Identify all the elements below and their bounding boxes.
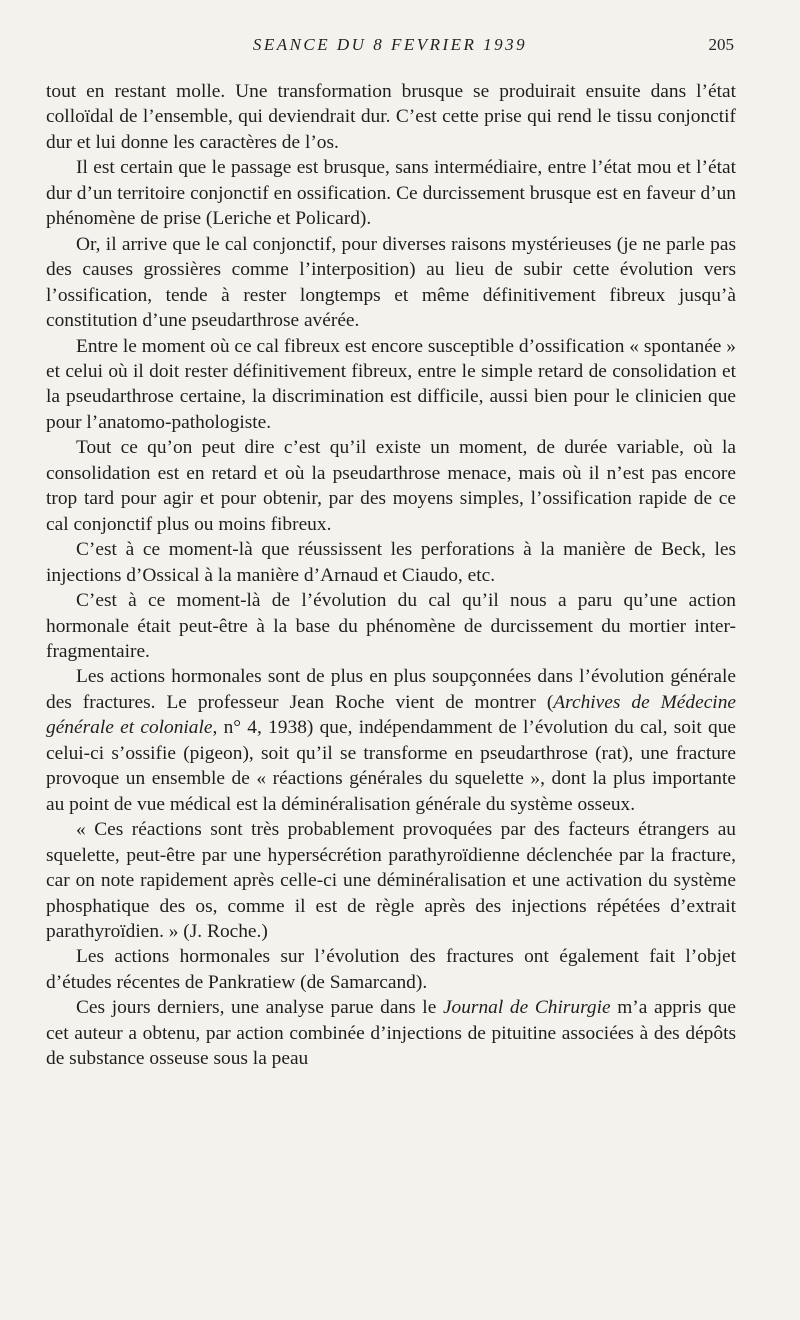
running-title: SEANCE DU 8 FEVRIER 1939: [252, 35, 528, 54]
paragraph-1: tout en restant molle. Une transformation brusque se produirait ensuite dans l’état colloïdal de l’ensemble, qui deviendrait dur. C’est cette prise qui rend le tissu conjonctif dur et lui donne les caractères de l’os.: [46, 81, 736, 153]
paragraph-8: [46, 664, 736, 817]
paragraph-8-text-after: , n° 4, 1938) que, indépendamment de l’évolution du cal, soit que celui-ci s’ossifie (pigeon), soit qu’il se transforme en pseudarthrose (rat), une fracture provoque un ensemble de « réactions générales du squelette », dont la plus importante au point de vue médical est la déminéralisation générale du système osseux.: [46, 717, 736, 815]
paragraph-10: Les actions hormonales sur l’évolution des fractures ont également fait l’objet d’études récentes de Pankratiew (de Samarcand).: [46, 946, 736, 993]
paragraph-11: [46, 995, 736, 1071]
paragraph-7: C’est à ce moment-là de l’évolution du cal qu’il nous a paru qu’une action hormonale était peut-être à la base du phénomène de durcissement du mortier inter-fragmentaire.: [46, 590, 736, 662]
journal-title-archives: Archives de Médecine générale et coloniale: [46, 691, 736, 739]
paragraph-4: Entre le moment où ce cal fibreux est encore susceptible d’ossification « spontanée » et celui où il doit rester définitivement fibreux, entre le simple retard de consolidation et la pseudarthrose certaine, la discrimination est difficile, aussi bien pour le clinicien que pour l’anatomo-pathologiste.: [46, 335, 736, 433]
page-number: 205: [708, 35, 734, 54]
paragraph-8-text-before: Les actions hormonales sont de plus en plus soupçonnées dans l’évolution générale des fractures. Le professeur Jean Roche vient de montrer (: [46, 666, 736, 713]
paragraph-2: Il est certain que le passage est brusque, sans intermédiaire, entre l’état mou et l’état dur d’un territoire conjonctif en ossification. Ce durcissement brusque est en faveur d’un phénomène de prise (Leriche et Policard).: [46, 157, 736, 230]
paragraph-11-text-before: Ces jours derniers, une analyse parue dans le: [76, 997, 443, 1019]
body-text: [46, 79, 736, 1072]
paragraph-9-quotation: « Ces réactions sont très probablement provoquées par des facteurs étrangers au squelette, peut-être par une hypersécrétion parathyroïdienne déclenchée par la fracture, car on note rapidement après celle-ci une déminéralisation et une activation du système phosphatique des os, comme il est de règle après des injections répétées d’extrait parathyroïdien. » (J. Roche.): [46, 819, 736, 942]
running-head: [46, 35, 734, 59]
paragraph-5: Tout ce qu’on peut dire c’est qu’il existe un moment, de durée variable, où la consolidation est en retard et où la pseudarthrose menace, mais où il n’est pas encore trop tard pour agir et pour obtenir, par des moyens simples, l’ossification rapide de ce cal conjonctif plus ou moins fibreux.: [46, 437, 736, 535]
paragraph-11-text-after: m’a appris que cet auteur a obtenu, par action combinée d’injections de pituitine associées à des dépôts de substance osseuse sous la peau: [46, 997, 737, 1070]
paragraph-6: C’est à ce moment-là que réussissent les perforations à la manière de Beck, les injections d’Ossical à la manière d’Arnaud et Ciaudo, etc.: [46, 539, 736, 586]
paragraph-3: Or, il arrive que le cal conjonctif, pour diverses raisons mystérieuses (je ne parle pas des causes grossières comme l’interposition) au lieu de subir cette évolution vers l’ossification, tende à rester longtemps et même définitivement fibreux jusqu’à constitution d’une pseudarthrose avérée.: [46, 233, 736, 332]
journal-title-chirurgie: Journal de Chirurgie: [442, 997, 611, 1019]
